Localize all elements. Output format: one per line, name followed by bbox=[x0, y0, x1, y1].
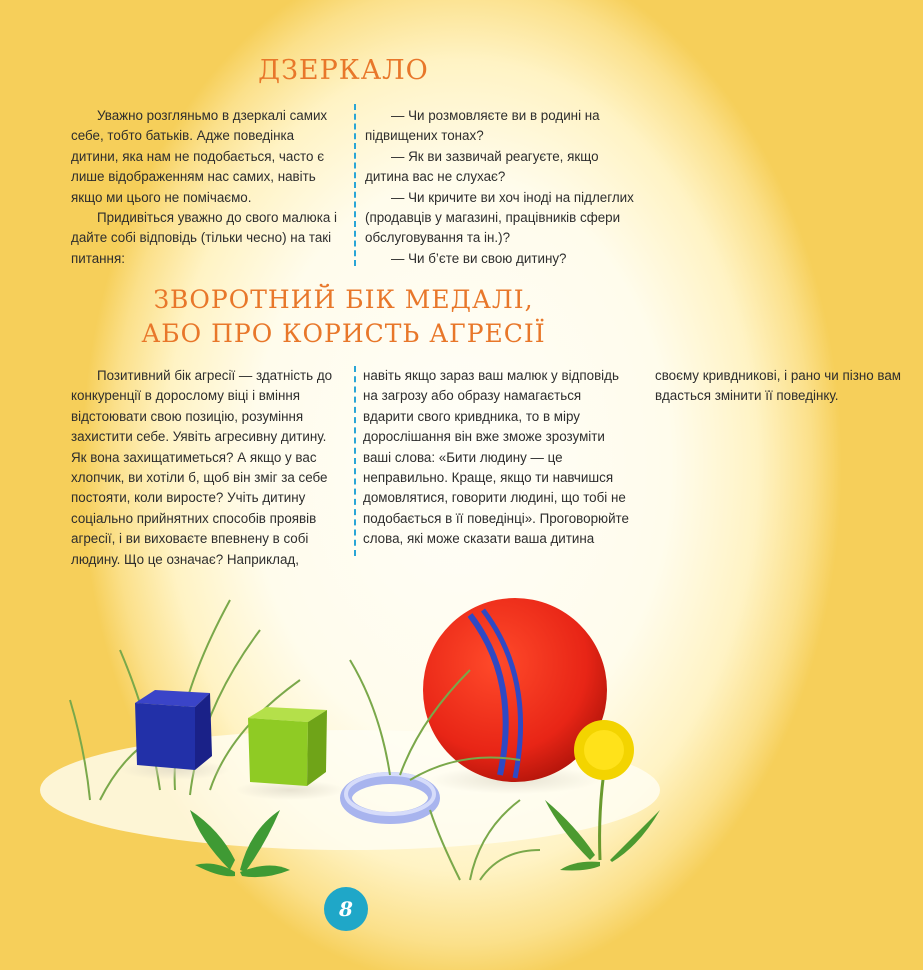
question-item: — Чи б’єте ви свою дитину? bbox=[391, 250, 567, 266]
column-divider bbox=[354, 104, 356, 266]
paragraph: Придивіться уважно до свого малюка і дайте собі відповідь (тільки чесно) на такі питання: bbox=[71, 210, 337, 266]
aggression-body bbox=[71, 366, 902, 576]
paragraph: Позитивний бік агресії — здатність до конкуренції в дорослому віці і вміння відстоювати свою позицію, розуміння захистити себе. Уявіть агресивну дитину. Як вона захищатиметься? А якщо у вас хлопчик, ви хотіли б, щоб він зміг за себе постояти, коли виросте? Учіть дитину соціально прийнятних способів проявів агресії, і ви виховаєте впевнену в собі людину. Що це означає? Наприклад, навіть якщо зараз ваш малюк у відповідь на загрозу або образу намагається вдарити свого кривдника, то в міру дорослішання він вже зможе зрозуміти ваші слова: «Бити людину — це неправильно. Краще, якщо ти навчишся домовлятися, говорити людині, що тобі не подобається в її поведінці». Проговорюйте слова, які може сказати ваша дитина своєму кривдникові, і рано чи пізно вам вдасться змінити її поведінку. bbox=[71, 368, 902, 567]
title-line-2: АБО ПРО КОРИСТЬ АГРЕСІЇ bbox=[141, 319, 546, 348]
section-title-mirror: ДЗЕРКАЛО bbox=[258, 55, 429, 86]
section-title-medal bbox=[0, 283, 687, 351]
title-line-1: ЗВОРОТНИЙ БІК МЕДАЛІ, bbox=[153, 285, 534, 314]
mirror-left-column bbox=[71, 106, 343, 269]
paragraph: Уважно розгляньмо в дзеркалі самих себе, тобто батьків. Адже поведінка дитини, яка нам не подобається, часто є лише відображенням нас самих, навіть якщо ми цього не помічаємо. bbox=[71, 108, 328, 205]
question-item: — Чи розмовляєте ви в родині на підвищених тонах? bbox=[365, 108, 600, 144]
page-number: 8 bbox=[324, 887, 368, 931]
mirror-right-column bbox=[365, 106, 637, 269]
question-item: — Чи кричите ви хоч іноді на підлеглих (продавців у магазині, працівників сфери обслуговування та ін.)? bbox=[365, 189, 634, 246]
question-item: — Як ви зазвичай реагуєте, якщо дитина вас не слухає? bbox=[365, 148, 599, 185]
blue-cube bbox=[120, 690, 230, 780]
